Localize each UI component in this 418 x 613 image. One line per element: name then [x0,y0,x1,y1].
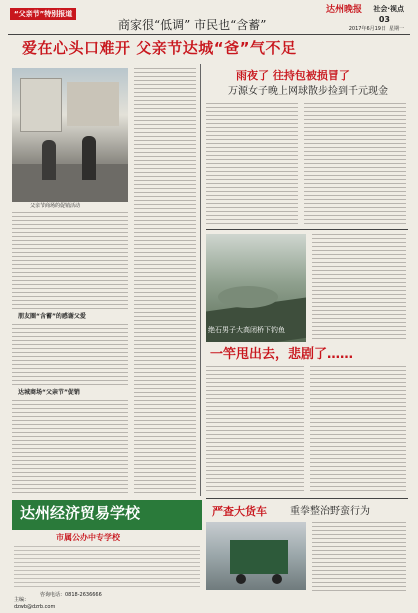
lead-photo [12,68,128,202]
column-divider [200,64,201,496]
story2-body-1 [206,103,298,225]
lead-body-col2 [134,68,196,496]
story3-photo-caption: 绝石男子大高闭桥下钓鱼 [208,326,285,334]
lead-body-3 [12,400,128,496]
story4-photo [206,522,306,590]
lead-photo-caption: 父亲节商场的促销活动 [30,203,81,209]
story2-body-2 [304,103,406,225]
ad-phone: 咨询电话：0818-2636666 [40,592,102,598]
story3-headline: 一竿甩出去，悲剧了…… [210,347,354,362]
lead-body-1 [12,212,128,309]
story3-body-3 [310,366,406,494]
story2-rule [206,229,408,230]
story2-kicker: 雨夜了 往持包被损冒了 [236,69,350,82]
section-tag: “父亲节”特别报道 [10,8,76,20]
lead-subhead-1: 朋友圈“含蓄”的感谢父爱 [18,313,86,320]
issue-weekday: 星期一 [388,26,404,32]
header-rule [8,34,410,35]
ad-subtitle: 市属公办中专学校 [56,533,120,542]
masthead: 达州晚报 [325,5,362,15]
footer-email: dzwb@dzrb.com [14,604,56,610]
lead-kicker: 商家很“低调” 市民也“含蓄” [118,18,267,32]
section-name: 社会·视点 [373,5,404,13]
lead-body-2 [12,324,128,386]
ad-body [14,546,200,590]
lead-subhead-2: 达城商场“父亲节”促销 [18,389,80,396]
ad-school-name: 达州经济贸易学校 [20,504,141,522]
story3-body-1 [312,234,406,342]
issue-date: 2017年6月19日 [348,26,386,32]
story4-headline: 重拳整治野蛮行为 [290,506,370,517]
page-number: 03 [378,15,390,24]
footer-editor: 主编： [14,597,30,603]
story4-body [312,522,406,592]
story4-kicker: 严查大货车 [212,505,267,518]
story2-headline: 万源女子晚上网球散步捡到千元现金 [228,86,388,97]
lead-headline: 爱在心头口难开 父亲节达城“爸”气不足 [22,39,297,57]
story4-rule [206,498,408,499]
story3-body-2 [206,366,304,494]
